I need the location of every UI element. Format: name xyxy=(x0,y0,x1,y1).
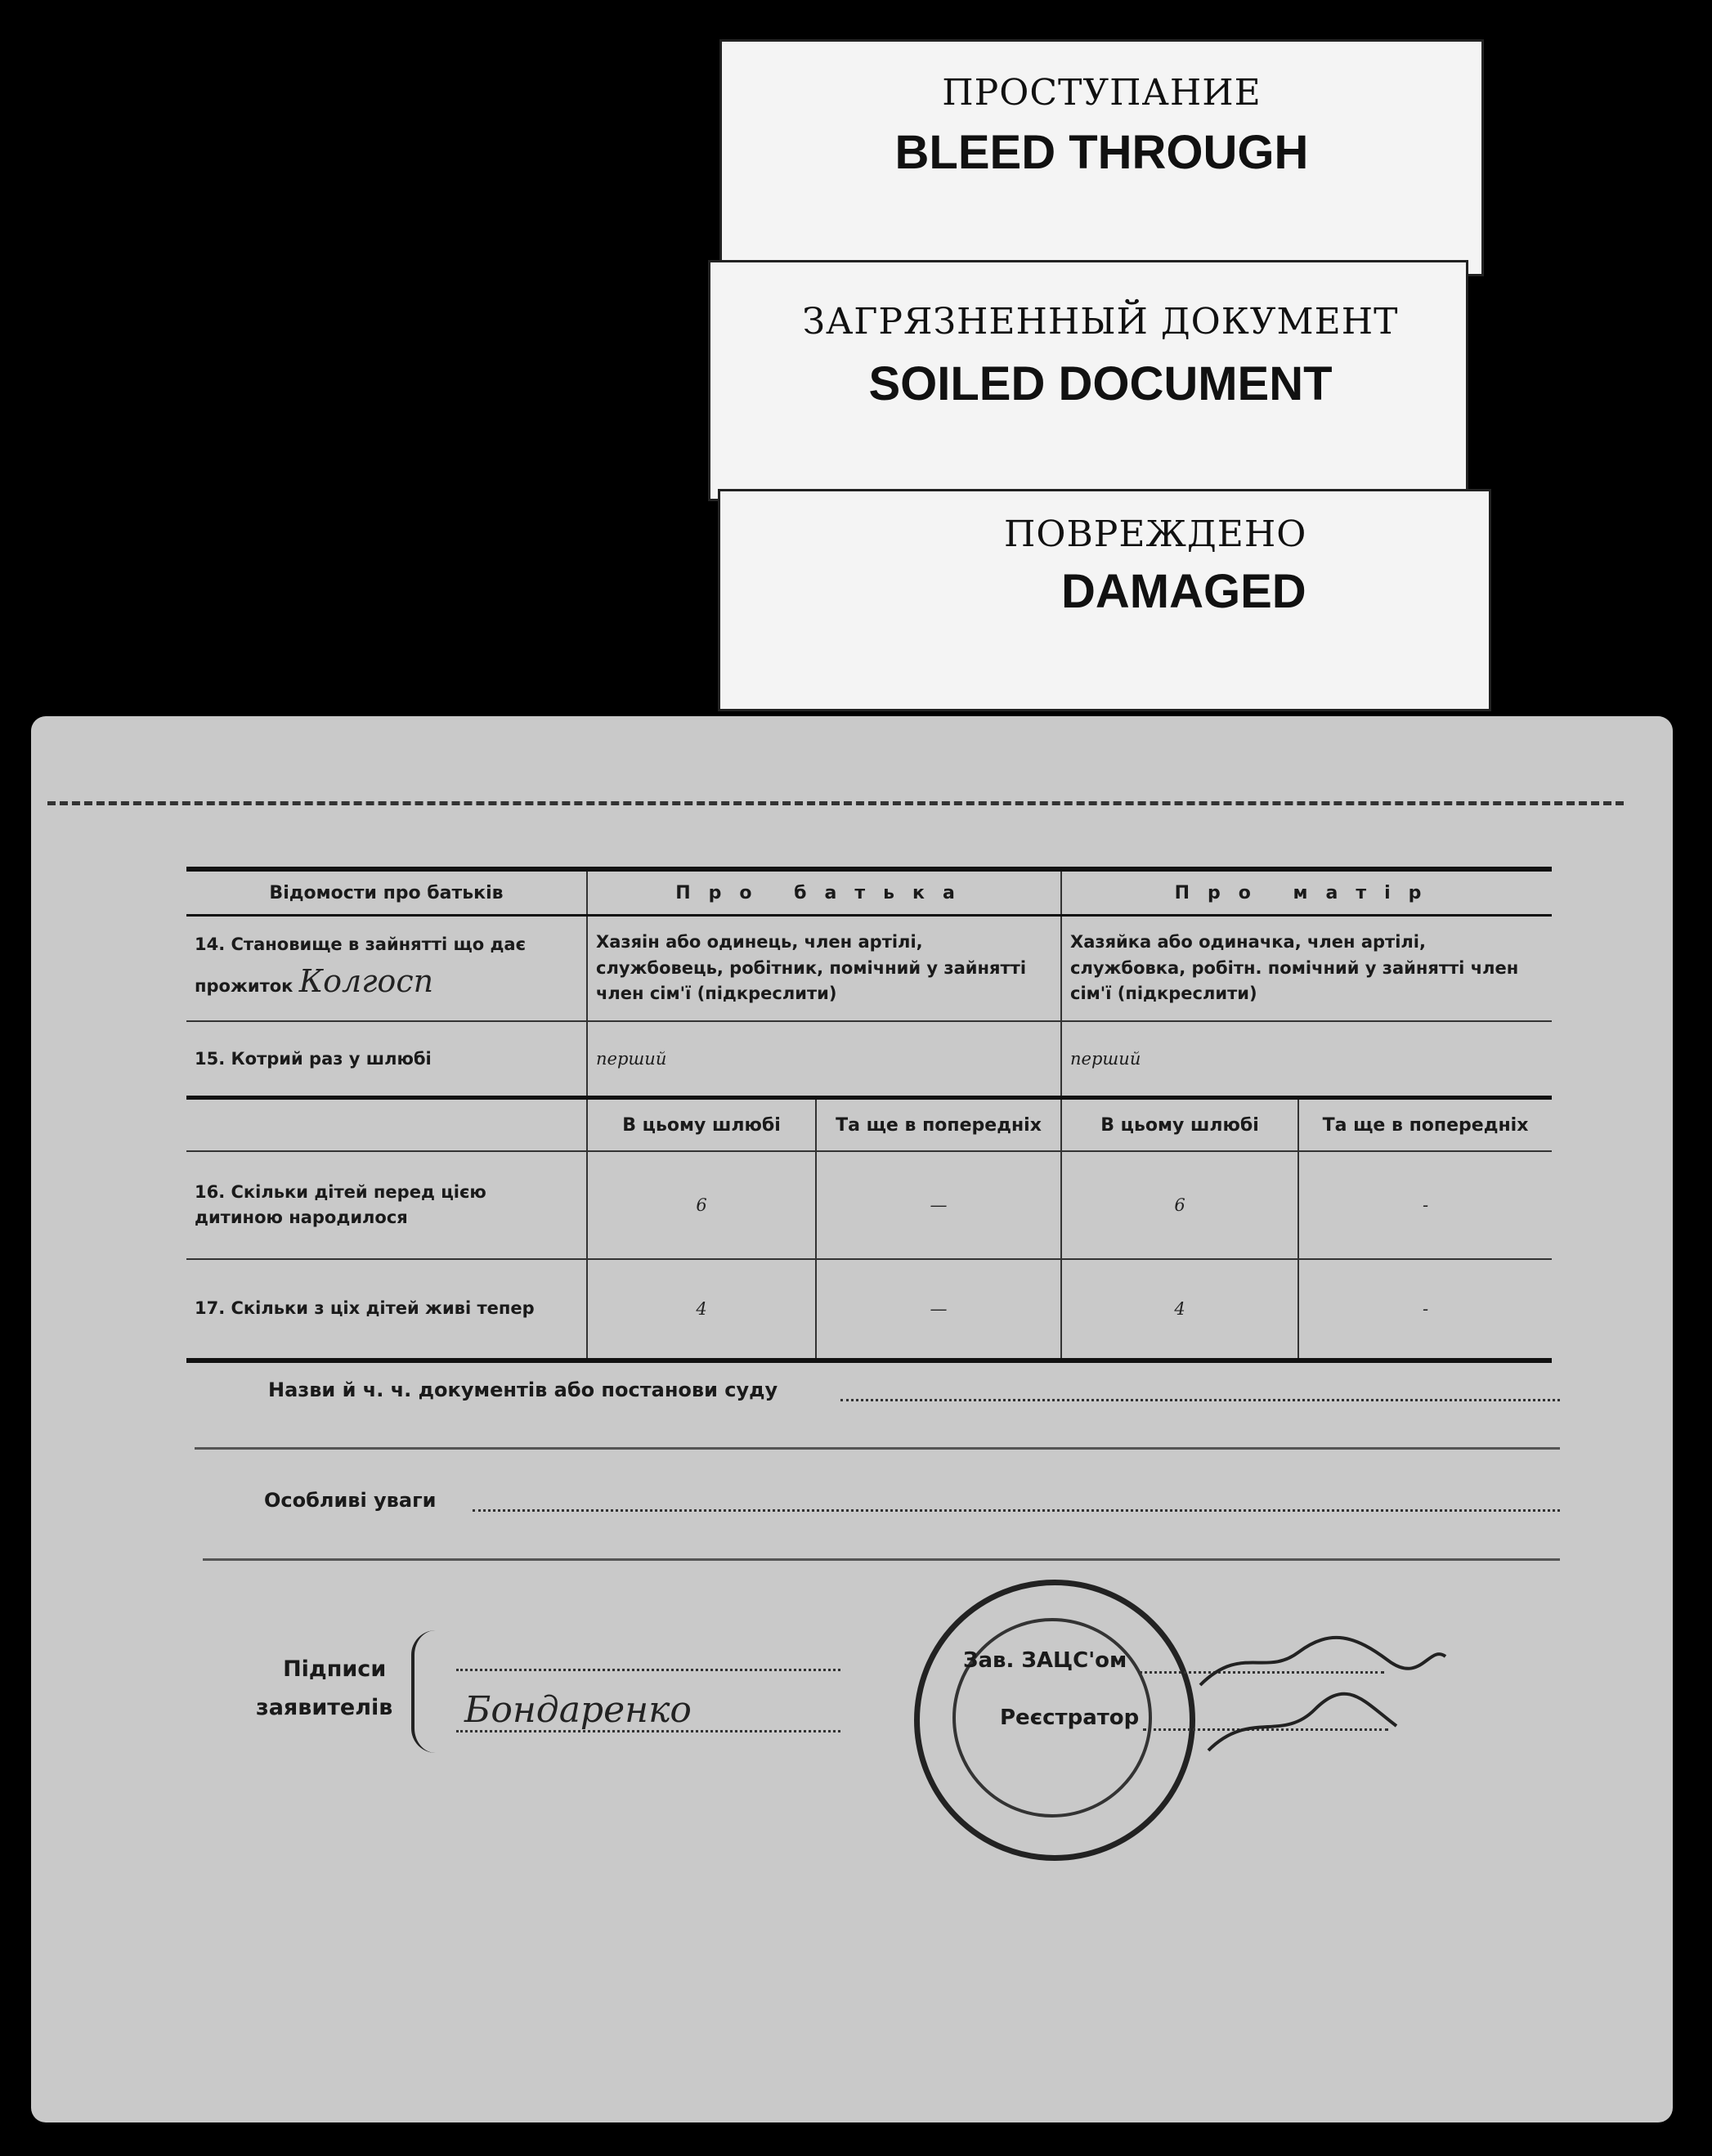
remarks-line-2 xyxy=(203,1558,1560,1561)
signature-line-1 xyxy=(456,1669,840,1671)
registrar-signature-scribble xyxy=(1192,1611,1454,1775)
applicant-signature: Бондаренко xyxy=(464,1689,692,1731)
signatures-label xyxy=(256,1656,393,1720)
label-en: DAMAGED xyxy=(1061,565,1306,618)
subheader-empty xyxy=(186,1098,587,1152)
header-father: Про батька xyxy=(587,869,1061,916)
father-marriage-count: перший xyxy=(587,1021,1061,1098)
row-children-alive xyxy=(186,1259,1552,1360)
signature-line-2 xyxy=(456,1730,840,1732)
subheader-row xyxy=(186,1098,1552,1152)
documents-line xyxy=(840,1399,1560,1401)
q17-mother-previous: - xyxy=(1298,1259,1552,1360)
q17-mother-this: 4 xyxy=(1061,1259,1298,1360)
signatures-label-line1: Підписи xyxy=(283,1656,387,1682)
row-occupation xyxy=(186,916,1552,1022)
table-header-row xyxy=(186,869,1552,916)
q16-label: 16. Скільки дітей перед цією дитиною народилося xyxy=(186,1151,587,1259)
parents-info-table xyxy=(186,867,1552,1363)
subheader-father-previous: Та ще в попередніх xyxy=(816,1098,1061,1152)
signatures-label-line2: заявителів xyxy=(256,1695,393,1720)
soiled-document-label xyxy=(708,260,1468,501)
label-ru: ПРОСТУПАНИЕ xyxy=(942,72,1262,114)
mother-occupation-text: Хазяйка або одиначка, член артілі, службовка, робітн. помічний у зайнятті член сім'ї (підкреслити) xyxy=(1061,916,1552,1022)
damaged-label xyxy=(718,489,1491,711)
row-marriage-count xyxy=(186,1021,1552,1098)
q15-label: 15. Котрий раз у шлюбі xyxy=(186,1021,587,1098)
documents-label: Назви й ч. ч. документів або постанови суду xyxy=(268,1378,778,1401)
row-children-born xyxy=(186,1151,1552,1259)
subheader-mother-previous: Та ще в попередніх xyxy=(1298,1098,1552,1152)
head-registry-label: Зав. ЗАЦС'ом xyxy=(963,1648,1127,1673)
header-mother: Про матір xyxy=(1061,869,1552,916)
bleed-through-label xyxy=(719,39,1484,276)
q16-mother-previous: - xyxy=(1298,1151,1552,1259)
remarks-line xyxy=(473,1509,1560,1512)
q17-label: 17. Скільки з ціх дітей живі тепер xyxy=(186,1259,587,1360)
document-sheet xyxy=(31,716,1673,2122)
perforation-line xyxy=(47,801,1624,805)
subheader-father-this: В цьому шлюбі xyxy=(587,1098,816,1152)
father-occupation-text: Хазяін або одинець, член артілі, службовець, робітник, помічний у зайнятті член сім'ї (підкреслити) xyxy=(587,916,1061,1022)
q17-father-this: 4 xyxy=(587,1259,816,1360)
q14-label xyxy=(186,916,587,1022)
label-en: SOILED DOCUMENT xyxy=(868,357,1333,410)
q14-label-text: 14. Становище в зайнятті що дає прожиток xyxy=(195,935,527,996)
q16-mother-this: 6 xyxy=(1061,1151,1298,1259)
header-parents-info: Відомости про батьків xyxy=(186,869,587,916)
documents-line-2 xyxy=(195,1447,1560,1450)
q14-handwritten: Колгосп xyxy=(298,962,434,999)
remarks-label: Особливі уваги xyxy=(264,1489,437,1512)
q16-father-previous: — xyxy=(816,1151,1061,1259)
label-ru: ЗАГРЯЗНЕННЫЙ ДОКУМЕНТ xyxy=(802,301,1399,343)
mother-marriage-count: перший xyxy=(1061,1021,1552,1098)
subheader-mother-this: В цьому шлюбі xyxy=(1061,1098,1298,1152)
q17-father-previous: — xyxy=(816,1259,1061,1360)
signatures-brace xyxy=(411,1630,447,1753)
registrar-label: Реєстратор xyxy=(1000,1706,1140,1730)
label-ru: ПОВРЕЖДЕНО xyxy=(1004,513,1307,555)
q16-father-this: 6 xyxy=(587,1151,816,1259)
label-en: BLEED THROUGH xyxy=(894,126,1309,179)
